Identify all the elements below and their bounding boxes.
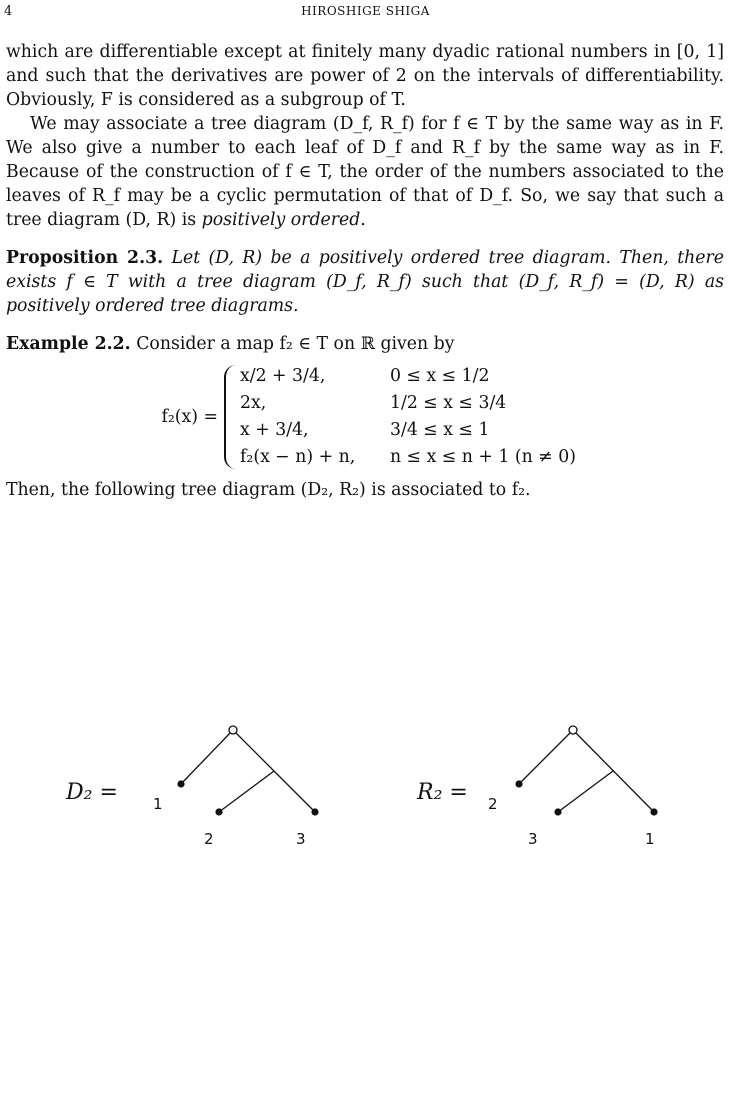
paragraph-1: which are differentiable except at finitely many dyadic rational numbers in [0, 1] and such that the derivatives are power of 2 on the intervals of differentiability. Obviously, F is considered as a subgroup of T.: [6, 42, 724, 110]
case-1-expr: x/2 + 3/4,: [240, 366, 326, 386]
tree-d2: [177, 726, 318, 816]
proposition-label: Proposition 2.3.: [6, 248, 164, 268]
tree-r2: [515, 726, 657, 816]
case-2-cond: 1/2 ≤ x ≤ 3/4: [390, 393, 507, 413]
case-1-cond: 0 ≤ x ≤ 1/2: [390, 366, 490, 386]
page-footer: [0, 1086, 731, 1102]
case-4-cond: n ≤ x ≤ n + 1 (n ≠ 0): [390, 447, 576, 467]
piecewise-formula: [6, 364, 724, 470]
paragraph-2-text: We may associate a tree diagram (D_f, R_f) for f ∈ T by the same way as in F. We also give a number to each leaf of D_f and R_f by the same way as in F. Because of the construction of f ∈ T, the order of the numbers associated to the leaves of R_f may be a cyclic permutation of that of D_f. So, we say that such a tree diagram (D, R) is: [6, 114, 724, 230]
leaf-r2-1: [650, 808, 657, 815]
formula-cases: [240, 364, 590, 470]
leaf-number-r2-3: 3: [528, 830, 538, 848]
leaf-number-d2-3: 3: [296, 830, 306, 848]
example-text: Consider a map f₂ ∈ T on ℝ given by: [136, 334, 455, 354]
case-3-cond: 3/4 ≤ x ≤ 1: [390, 420, 490, 440]
proposition-2-3: [6, 246, 724, 318]
paragraph-2-italic: positively ordered: [201, 210, 361, 230]
proposition-text: Let (D, R) be a positively ordered tree diagram. Then, there exists f ∈ T with a tree diagram (D_f, R_f) such that (D_f, R_f) = (D, R) as positively ordered tree diagrams.: [6, 248, 725, 316]
edge-d2-root-leaf1: [181, 730, 233, 784]
example-label: Example 2.2.: [6, 334, 131, 354]
running-head: HIROSHIGE SHIGA: [301, 4, 430, 18]
tree-diagram-figure: [0, 700, 731, 900]
formula-lhs: f₂(x) =: [161, 407, 218, 427]
leaf-d2-3: [311, 808, 318, 815]
label-d2: D₂ =: [66, 780, 118, 805]
paragraph-after-formula: Then, the following tree diagram (D₂, R₂) is associated to f₂.: [6, 480, 531, 500]
page-header: [0, 4, 731, 26]
page-number: 4: [4, 4, 13, 19]
root-node-r2: [569, 726, 577, 734]
paragraph-2-end: .: [360, 210, 366, 230]
case-2-expr: 2x,: [240, 393, 267, 413]
leaf-number-d2-1: 1: [153, 795, 163, 813]
leaf-number-r2-2: 2: [488, 795, 498, 813]
edge-r2-root-leaf2: [519, 730, 573, 784]
root-node-d2: [229, 726, 237, 734]
case-4-expr: f₂(x − n) + n,: [240, 447, 356, 467]
edge-r2-node-leaf3: [558, 771, 613, 812]
paragraph-2: [6, 112, 724, 232]
leaf-r2-3: [554, 808, 561, 815]
leaf-r2-2: [515, 780, 522, 787]
leaf-number-d2-2: 2: [204, 830, 214, 848]
edge-d2-node-leaf2: [219, 771, 274, 812]
edge-r2-root-leaf1: [573, 730, 654, 812]
leaf-d2-1: [177, 780, 184, 787]
page-body: [6, 40, 724, 502]
case-3-expr: x + 3/4,: [240, 420, 309, 440]
leaf-number-r2-1: 1: [645, 830, 655, 848]
label-r2: R₂ =: [417, 780, 468, 805]
formula-brace: [224, 365, 236, 469]
example-2-2: [6, 332, 724, 356]
leaf-d2-2: [215, 808, 222, 815]
